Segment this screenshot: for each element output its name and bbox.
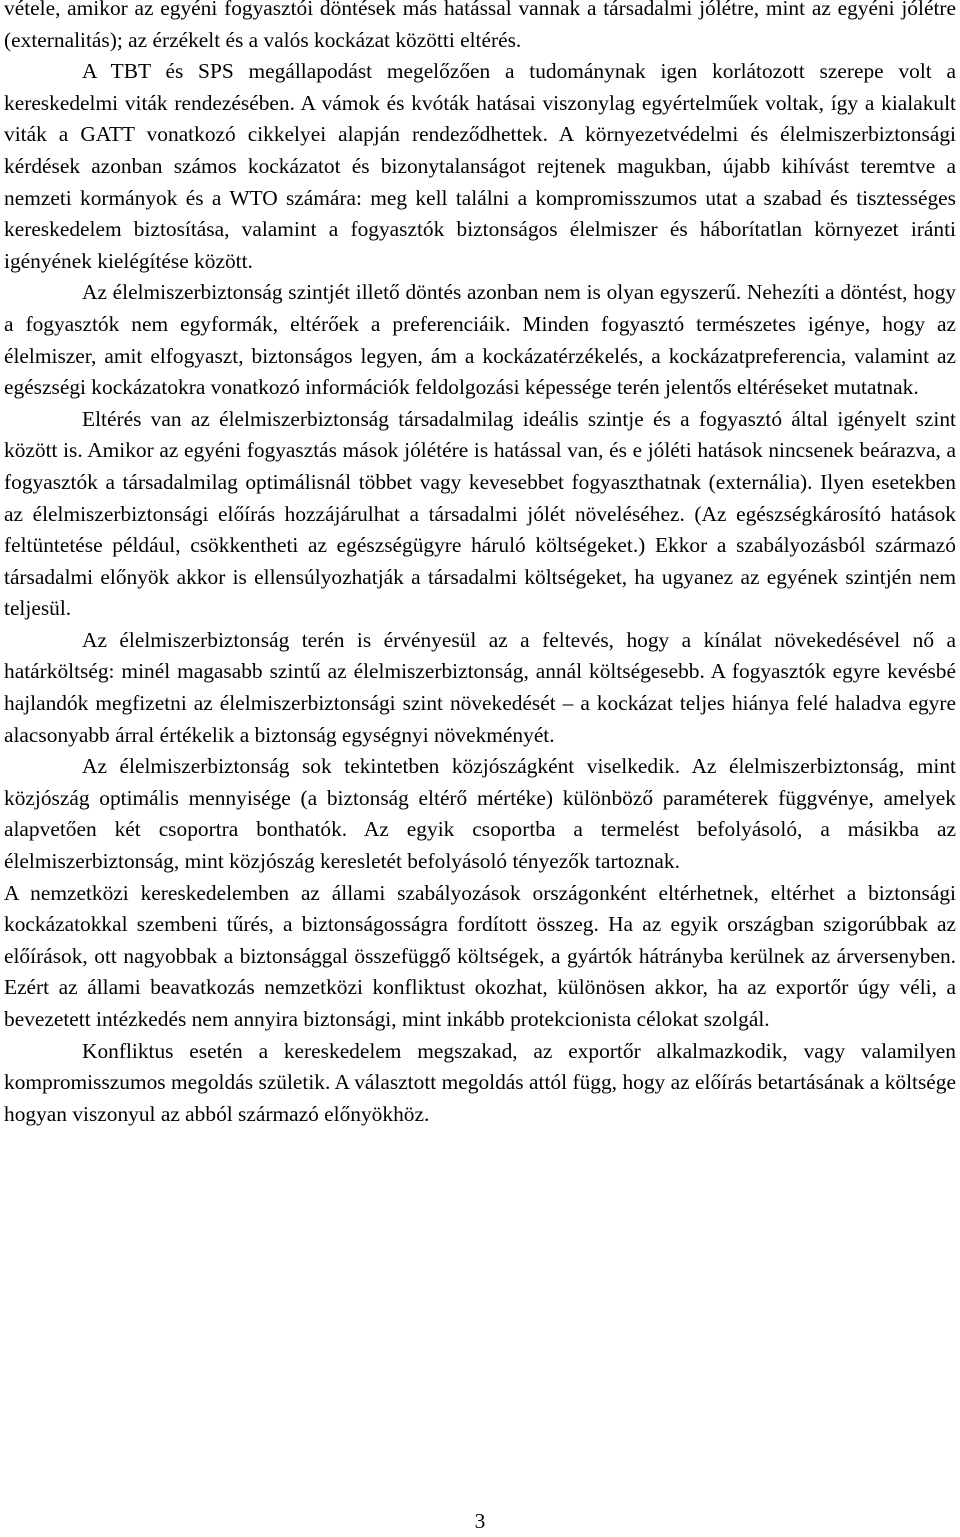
page-number: 3 — [474, 1509, 486, 1533]
paragraph-externality: vétele, amikor az egyéni fogyasztói döntések más hatással vannak a társadalmi jólétre, mint az egyéni jólétre (externalitás); az érzékelt és a valós kockázat közötti eltérés. — [4, 0, 956, 52]
paragraph-public-good: Az élelmiszerbiztonság sok tekintetben közjószágként viselkedik. Az élelmiszerbiztonság, mint közjószág optimális mennyisége (a biztonság eltérő mértéke) különböző paraméterek függvénye, amelyek alapvetően két csoportra bonthatók. Az egyik csoportba a termelést befolyásoló, a másikba az élelmiszerbiztonság, mint közjószág keresletét befolyásoló tényezők tartoznak. — [4, 754, 956, 874]
paragraph-tbt-sps: A TBT és SPS megállapodást megelőzően a tudománynak igen korlátozott szerepe volt a kereskedelmi viták rendezésében. A vámok és kvóták hatásai viszonylag egyértelműek voltak, így a kialakult viták a GATT vonatkozó cikkelyei alapján rendeződhettek. A környezetvédelmi és élelmiszerbiztonsági kérdések azonban számos kockázatot és bizonytalanságot rejtenek magukban, újabb kihívást teremtve a nemzeti kormányok és a WTO számára: meg kell találni a kompromisszumos utat a szabad és tisztességes kereskedelem biztosítása, valamint a fogyasztók biztonságos élelmiszer és háborítatlan környezet iránti igényének kielégítése között. — [4, 59, 956, 273]
paragraph-social-optimum: Eltérés van az élelmiszerbiztonság társadalmilag ideális szintje és a fogyasztó által igényelt szint között is. Amikor az egyéni fogyasztás mások jólétére is hatással van, és e jóléti hatások nincsenek beárazva, a fogyasztók a társadalmilag optimálisnál többet vagy kevesebbet fogyaszthatnak (externália). Ilyen esetekben az élelmiszerbiztonsági előírás hozzájárulhat a társadalmi jólét növeléséhez. (Az egészségkárosító hatások feltüntetése például, csökkentheti az egészségügyre háruló költségeket.) Ekkor a szabályozásból származó társadalmi előnyök akkor is ellensúlyozhatják a társadalmi költségeket, ha ugyanez az egyének szintjén nem teljesül. — [4, 406, 956, 621]
document-body — [4, 0, 956, 1130]
paragraph-marginal-cost: Az élelmiszerbiztonság terén is érvényesül az a feltevés, hogy a kínálat növekedésével nő a határköltség: minél magasabb szintű az élelmiszerbiztonság, annál költségesebb. A fogyasztók egyre kevésbé hajlandók megfizetni az élelmiszerbiztonsági szint növekedését – a kockázat teljes hiánya felé haladva egyre alacsonyabb árral értékelik a biztonság egységnyi növekményét. — [4, 627, 956, 747]
paragraph-international-trade: A nemzetközi kereskedelemben az állami szabályozások országonként eltérhetnek, eltérhet a biztonsági kockázatokkal szembeni tűrés, a biztonságosságra fordított összeg. Ha az egyik országban szigorúbbak az előírások, ott nagyobbak a biztonsággal összefüggő költségek, a gyártók hátrányba kerülnek az árversenyben. Ezért az állami beavatkozás nemzetközi konfliktust okozhat, különösen akkor, ha az exportőr úgy véli, a bevezetett intézkedés nem annyira biztonsági, mint inkább protekcionista célokat szolgál. — [4, 880, 956, 1031]
paragraph-conflict: Konfliktus esetén a kereskedelem megszakad, az exportőr alkalmazkodik, vagy valamilyen kompromisszumos megoldás születik. A választott megoldás attól függ, hogy az előírás betartásának a költsége hogyan viszonyul az abból származó előnyökhöz. — [4, 1038, 956, 1126]
paragraph-food-safety-decision: Az élelmiszerbiztonság szintjét illető döntés azonban nem is olyan egyszerű. Nehezíti a döntést, hogy a fogyasztók nem egyformák, eltérőek a preferenciáik. Minden fogyasztó természetes igénye, hogy az élelmiszer, amit elfogyaszt, biztonságos legyen, ám a kockázatérzékelés, a kockázatpreferencia, valamint az egészségi kockázatokra vonatkozó információk feldolgozási képessége terén jelentős eltéréseket mutatnak. — [4, 280, 956, 400]
